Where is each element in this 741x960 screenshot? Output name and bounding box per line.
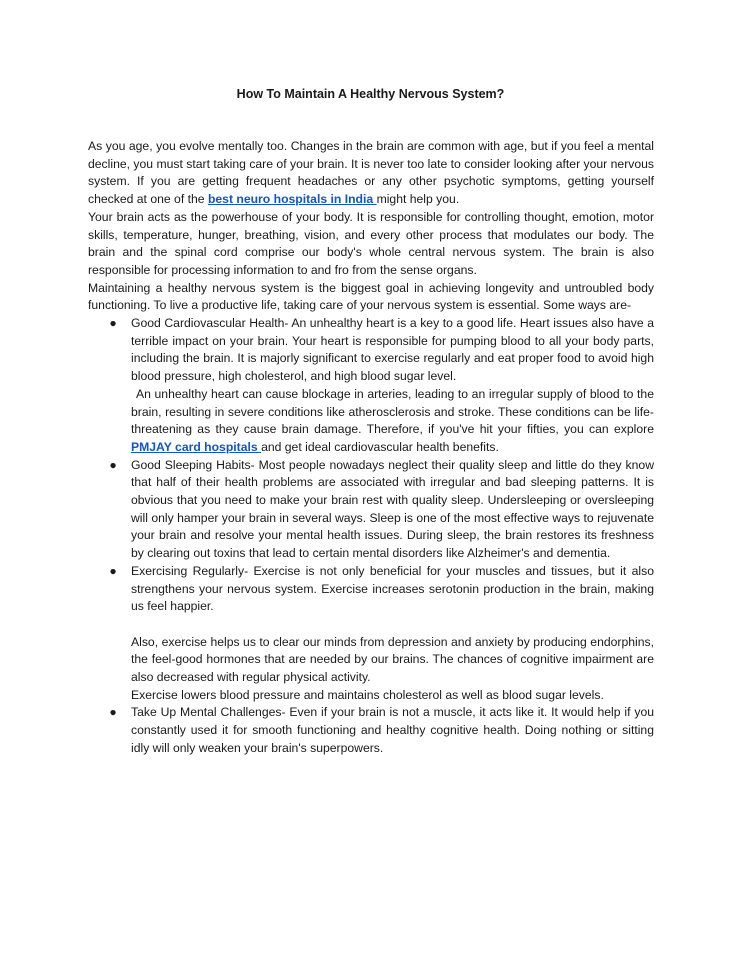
- pmjay-hospitals-link[interactable]: PMJAY card hospitals: [131, 439, 262, 454]
- blank-line: [131, 616, 654, 634]
- exercising-text-3: Exercise lowers blood pressure and maintains cholesterol as well as blood sugar levels.: [131, 687, 604, 702]
- list-item-mental-challenges: [88, 704, 654, 757]
- sleeping-text: Good Sleeping Habits- Most people nowadays neglect their quality sleep and little do they know that half of their health problems are associated with irregular and bad sleeping patterns. It is obvious that you need to make your brain rest with quality sleep. Undersleeping or oversleeping will only hamper your brain in several ways. Sleep is one of the most effective ways to rejuvenate your brain and resolve your mental health issues. During sleep, the brain restores its freshness by clearing out toxins that lead to certain mental disorders like Alzheimer's and dementia.: [131, 457, 654, 561]
- list-item-cardiovascular: [88, 315, 654, 457]
- exercising-text-2: Also, exercise helps us to clear our minds from depression and anxiety by producing endorphins, the feel-good hormones that are needed by our brains. The chances of cognitive impairment are also decreased with regular physical activity.: [131, 634, 654, 685]
- cardio-text: Good Cardiovascular Health- An unhealthy heart is a key to a good life. Heart issues also have a terrible impact on your brain. Your heart is responsible for pumping blood to all your body parts, including the brain. It is majorly significant to exercise regularly and eat proper food to avoid high blood pressure, high cholesterol, and high blood sugar level.: [131, 316, 654, 384]
- page-title: How To Maintain A Healthy Nervous System?: [236, 87, 505, 101]
- intro-text-end: might help you.: [376, 192, 460, 207]
- bullet-icon: ●: [109, 705, 117, 720]
- ways-paragraph: Maintaining a healthy nervous system is the biggest goal in achieving longevity and untroubled body functioning. To live a productive life, taking care of your nervous system is essential. Some ways are-: [88, 280, 654, 313]
- intro-text: As you age, you evolve mentally too. Changes in the brain are common with age, but if you feel a mental decline, you must start taking care of your brain. It is never too late to consider looking after your nervous system. If you are getting frequent headaches or any other psychotic symptoms, getting yourself checked at one of the: [88, 139, 654, 207]
- bullet-icon: ●: [109, 316, 117, 331]
- bullet-icon: ●: [109, 563, 117, 578]
- exercising-text: Exercising Regularly- Exercise is not only beneficial for your muscles and tissues, but it also strengthens your nervous system. Exercise increases serotonin production in the brain, making us feel happier.: [131, 563, 654, 614]
- neuro-hospitals-link[interactable]: best neuro hospitals in India: [207, 192, 377, 207]
- bullet-icon: ●: [109, 457, 117, 472]
- intro-paragraph: [88, 138, 654, 209]
- cardio-text-2: An unhealthy heart can cause blockage in arteries, leading to an irregular supply of blood to the brain, resulting in severe conditions like atherosclerosis and stroke. These conditions can be life-threatening as they cause brain damage. Therefore, if you've hit your fifties, you can explore PMJAY card hospitals and get ideal cardiovascular health benefits.: [131, 386, 654, 454]
- brain-paragraph: Your brain acts as the powerhouse of your body. It is responsible for controlling thought, emotion, motor skills, temperature, hunger, breathing, vision, and every other process that modulates our body. The brain and the spinal cord comprise our body's whole central nervous system. The brain is also responsible for processing information to and fro from the sense organs.: [88, 209, 654, 277]
- document-body: [88, 138, 654, 758]
- mental-challenges-text: Take Up Mental Challenges- Even if your brain is not a muscle, it acts like it. It would help if you constantly used it for smooth functioning and healthy cognitive health. Doing nothing or sitting idly will only weaken your brain's superpowers.: [131, 705, 654, 755]
- list-item-exercising: [88, 563, 654, 705]
- list-item-sleeping: [88, 457, 654, 563]
- ways-list: [88, 315, 654, 758]
